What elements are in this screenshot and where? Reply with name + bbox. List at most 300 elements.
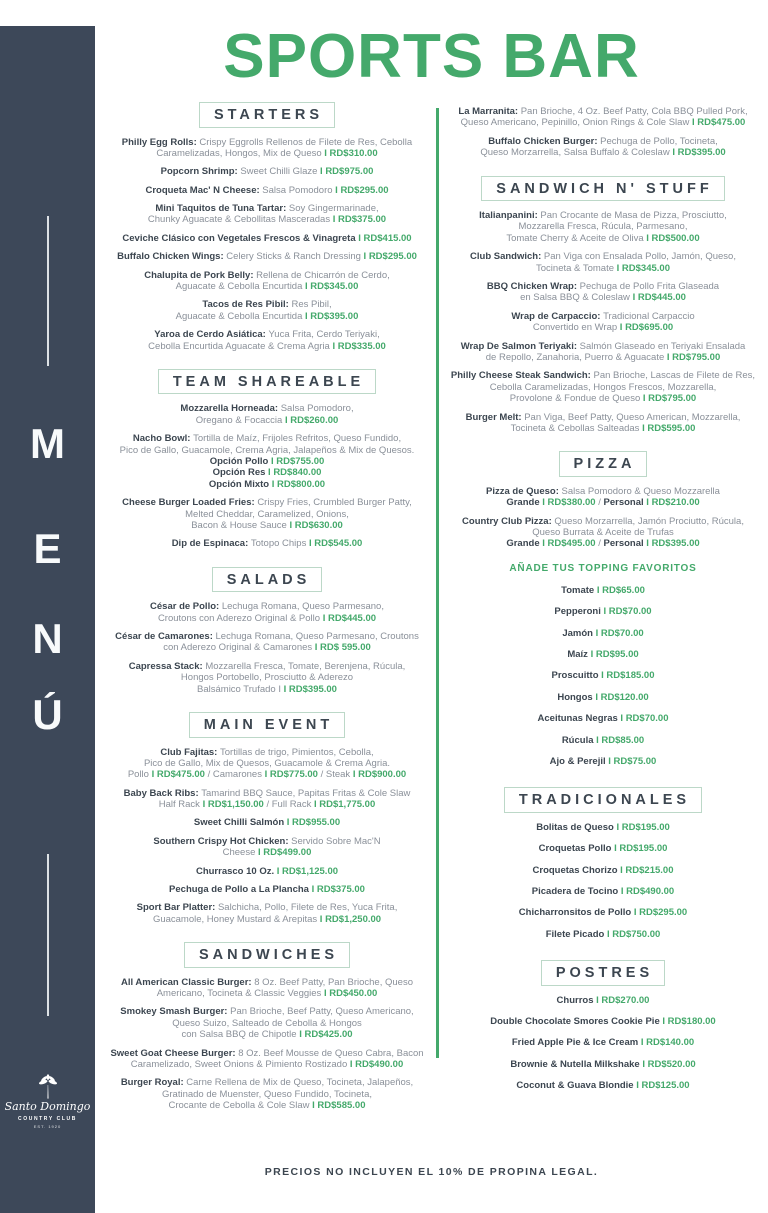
item-price: I RD$545.00 [308,538,363,550]
item-name: Cheese Burger Loaded Fries: [122,497,258,509]
menu-item [446,136,760,159]
menu-item [107,203,427,226]
menu-item [107,1077,427,1111]
item-name: Buffalo Chicken Burger: [488,135,601,147]
item-desc: Pollo [127,769,152,781]
menu-section-starters [107,92,427,352]
item-name: Croquetas Pollo [538,843,615,855]
item-name: Chalupita de Pork Belly: [144,269,257,281]
menu-item [446,106,760,129]
menu-vertical-letter: E [33,525,62,572]
item-name: Ajo & Perejil [549,755,609,767]
item-price: I RD$195.00 [616,821,670,833]
menu-item [107,601,427,624]
item-name: Double Chocolate Smores Cookie Pie [490,1016,663,1028]
menu-item [446,670,760,681]
menu-item [107,185,427,196]
menu-vertical-letter: M [30,420,65,467]
item-name: Southern Crispy Hot Chicken: [153,835,292,847]
section-header-row [446,166,760,211]
item-price: I RD$1,250.00 [319,913,382,925]
item-price: I RD$70.00 [620,713,669,725]
item-name: Ceviche Clásico con Vegetales Frescos & Vinagreta [122,232,359,244]
item-name: All American Classic Burger: [120,976,255,988]
item-desc: / Full Rack [263,799,314,811]
menu-item [446,886,760,897]
menu-item [446,1059,760,1070]
section-header-main-event: MAIN EVENT [189,712,345,738]
item-price: I RD$1,150.00 [202,799,264,811]
menu-section-main-event [107,702,427,925]
item-desc: Servido Sobre Mac'N [291,835,381,847]
item-name: Club Sandwich: [470,251,544,263]
item-name: Fried Apple Pie & Ice Cream [511,1037,641,1049]
menu-section [446,106,760,159]
item-price: I RD$1,125.00 [276,865,339,877]
item-name: Opción Pollo [209,456,271,468]
item-price: I RD$375.00 [332,214,387,226]
item-price: I RD$955.00 [286,817,341,829]
item-name: Personal [603,497,647,509]
item-price: I RD$270.00 [596,994,650,1006]
menu-page [95,22,768,1119]
item-price: I RD$140.00 [640,1037,695,1049]
subheading-a-ade-tus-topping-favoritos: AÑADE TUS TOPPING FAVORITOS [509,562,697,574]
menu-item [446,1016,760,1027]
menu-item [107,251,427,262]
item-desc: Salsa Pomodoro & Queso Mozzarella [561,485,720,497]
item-name: Aceitunas Negras [537,713,621,725]
logo-script-name: Santo Domingo [4,1100,91,1113]
item-name: Wrap de Carpaccio: [511,310,604,322]
section-header-row [107,359,427,404]
menu-section-sandwich-n-stuff [446,166,760,435]
item-name: Sport Bar Platter: [136,902,218,914]
item-desc: Mozzarella Fresca, Rúcula, Parmesano, [518,221,688,233]
item-desc: Rellena de Chicarrón de Cerdo, [256,269,390,281]
item-desc: Hongos Portobello, Prosciutto & Aderezo [180,672,354,684]
item-price: I RD$70.00 [603,606,652,618]
item-price: I RD$595.00 [642,422,696,434]
item-desc: Tamarind BBQ Sauce, Papitas Fritas & Cole Slaw [201,787,411,799]
item-desc: Pan Viga, Beef Patty, Queso American, Mozzarella, [524,411,741,423]
menu-item [107,631,427,654]
item-desc: Pan Brioche, 4 Oz. Beef Patty, Cola BBQ Pulled Pork, [520,106,748,117]
item-price: I RD$95.00 [590,648,639,660]
menu-item [446,822,760,833]
menu-item [446,995,760,1006]
menu-item [446,412,760,435]
item-desc: Queso Americano, Pepinillo, Onion Rings & Cole Slaw [460,117,692,129]
item-price: I RD$335.00 [332,340,386,352]
item-price: I RD$500.00 [646,232,700,244]
item-price: I RD$380.00 [542,497,596,509]
item-name: Jamón [562,627,596,639]
item-name: Wrap De Salmon Teriyaki: [460,340,580,352]
section-header-row [446,777,760,822]
column-divider [436,108,439,1058]
item-price: I RD$520.00 [642,1058,696,1070]
logo-club-label: COUNTRY CLUB [18,1116,77,1123]
item-name: Coconut & Guava Blondie [516,1080,637,1092]
item-price: I RD$185.00 [601,670,655,682]
item-price: I RD$395.00 [672,147,726,159]
page-title: SPORTS BAR [223,22,640,91]
item-price: I RD$295.00 [633,907,688,919]
item-desc: Queso Burrata & Aceite de Trufas [532,526,674,538]
item-price: I RD$445.00 [632,292,686,304]
menu-section-pizza [446,441,760,549]
menu-item [446,210,760,244]
item-price: I RD$445.00 [322,612,377,624]
item-desc: Pan Brioche, Lascas de Filete de Res, [593,370,756,382]
item-desc: Tortilla de Maíz, Frijoles Refritos, Queso Fundido, [193,433,402,445]
club-logo [0,1074,95,1129]
menu-section-team-shareable [107,359,427,550]
item-name: Philly Cheese Steak Sandwich: [450,370,594,382]
item-desc: Salmón Glaseado en Teriyaki Ensalada [579,340,746,352]
item-desc: Aguacate & Cebolla Encurtida [175,281,306,293]
item-price: I RD$295.00 [335,184,389,196]
menu-item [446,907,760,918]
item-price: I RD$630.00 [289,519,343,531]
section-header-salads: SALADS [212,567,323,593]
menu-item [107,661,427,695]
item-name: Capressa Stack: [128,660,206,672]
item-desc: Oregano & Focaccia [195,414,285,426]
item-desc: Cebolla Caramelizadas, Hongos Frescos, Mozzarella, [489,381,717,393]
item-name: Brownie & Nutella Milkshake [510,1058,643,1070]
item-price: I RD$490.00 [349,1059,404,1071]
menu-item [446,843,760,854]
menu-item [107,329,427,352]
item-desc: Cebolla Encurtida Aguacate & Crema Agria [148,340,333,352]
item-name: Philly Egg Rolls: [121,136,200,148]
menu-item [107,977,427,1000]
item-price: I RD$695.00 [619,322,674,334]
menu-section-salads [107,557,427,695]
menu-item [446,341,760,364]
item-price: I RD$425.00 [299,1029,353,1041]
menu-item [107,403,427,426]
item-price: I RD$395.00 [283,683,337,695]
section-header-postres: POSTRES [541,960,665,986]
item-name: Pepperoni [554,606,604,618]
item-desc: / [595,497,604,509]
item-desc: Aguacate & Cebolla Encurtida [175,310,306,322]
item-desc: Bacon & House Sauce [191,519,290,531]
menu-item [107,497,427,531]
item-name: Dip de Espinaca: [171,538,251,550]
item-price: I RD$840.00 [268,467,322,479]
section-header-starters: STARTERS [199,102,335,128]
item-name: Croquetas Chorizo [532,864,621,876]
menu-item [107,1048,427,1071]
item-desc: de Repollo, Zanahoria, Puerro & Aguacate [485,351,667,363]
section-header-row [107,92,427,137]
item-name: Hongos [557,691,596,703]
menu-item [107,902,427,925]
item-price: I RD$395.00 [646,538,700,550]
item-name: Grande [506,497,543,509]
item-price: I RD$70.00 [595,627,644,639]
menu-item [107,270,427,293]
item-price: I RD$310.00 [324,147,378,159]
menu-item [446,865,760,876]
menu-vertical-letter: Ú [32,691,63,738]
item-price: I RD$375.00 [311,884,365,896]
item-desc: Salchicha, Pollo, Filete de Res, Yuca Frita, [217,902,398,914]
item-desc: Caramelizado, Sweet Onions & Pimiento Rostizado [130,1059,350,1071]
item-desc: con Aderezo Original & Camarones [163,642,315,654]
item-desc: Pan Brioche, Beef Patty, Queso Americano, [230,1006,414,1018]
menu-item [107,866,427,877]
item-desc: Croutons con Aderezo Original & Pollo [157,612,323,624]
item-name: Baby Back Ribs: [123,787,202,799]
item-desc: Res Pibil, [291,299,332,311]
item-price: I RD$585.00 [312,1100,366,1112]
item-desc: Pechuga de Pollo Frita Glaseada [579,281,720,293]
item-name: Churrasco 10 Oz. [195,865,277,877]
item-name: Proscuitto [551,670,602,682]
item-price: I RD$975.00 [320,166,374,178]
section-header-tradicionales: TRADICIONALES [504,787,702,813]
item-desc: / Steak [317,769,353,781]
menu-item [107,433,427,490]
item-price: I RD$415.00 [358,232,412,244]
item-price: I RD$120.00 [595,691,649,703]
menu-item [446,486,760,509]
item-desc: Provolone & Fondue de Queso [509,393,643,405]
menu-item [446,1080,760,1091]
item-desc: Pico de Gallo, Mix de Quesos, Guacamole & Crema Agria. [143,757,391,769]
item-desc: Tocineta & Cebollas Salteadas [510,422,643,434]
item-desc: Queso Morzarrella, Jamón Prociutto, Rúcula, [554,515,744,527]
item-price: I RD$499.00 [258,847,312,859]
section-header-pizza: PIZZA [559,451,648,477]
item-desc: Pan Viga con Ensalada Pollo, Jamón, Queso, [543,251,736,263]
menu-item [446,606,760,617]
section-header-row [107,702,427,747]
menu-item [446,370,760,404]
item-desc: / [595,538,604,550]
item-desc: Sweet Chilli Glaze [240,166,321,178]
item-name: Pizza de Queso: [486,485,562,497]
item-name: Picadera de Tocino [531,885,621,897]
item-desc: / Camarones [204,769,265,781]
sidebar [0,26,95,1213]
item-name: César de Pollo: [150,601,222,613]
menu-item [446,628,760,639]
item-name: Filete Picado [545,928,607,940]
item-desc: Tortillas de trigo, Pimientos, Cebolla, [220,746,374,758]
menu-item [107,788,427,811]
item-price: I RD$450.00 [323,988,378,1000]
item-price: I RD$195.00 [614,843,668,855]
item-desc: Melted Cheddar, Caramelized, Onions, [185,508,349,520]
menu-section-tradicionales [446,777,760,940]
menu-item [446,713,760,724]
item-desc: Convertido en Wrap [532,322,620,334]
item-name: Popcorn Shrimp: [160,166,241,178]
item-desc: Queso Suizo, Salteado de Cebolla & Hongos [172,1017,362,1029]
logo-est-label: EST. 1920 [33,1124,62,1130]
menu-column-right [446,92,760,1102]
item-desc: Salsa Pomodoro, [280,403,354,415]
item-price: I RD$900.00 [352,769,407,781]
item-name: César de Camarones: [115,631,216,643]
item-name: Nacho Bowl: [132,433,194,445]
menu-item [446,311,760,334]
menu-column-left [107,92,427,1119]
palm-tree-icon [34,1074,62,1100]
item-desc: Half Rack [158,799,203,811]
menu-item [446,251,760,274]
item-desc: Americano, Tocineta & Classic Veggies [156,988,324,1000]
item-desc: Totopo Chips [250,538,309,550]
menu-item [107,884,427,895]
menu-item [107,299,427,322]
menu-item [107,1006,427,1040]
menu-item [107,137,427,160]
item-name: Yaroa de Cerdo Asiática: [154,329,269,341]
item-name: Croqueta Mac' N Cheese: [145,184,263,196]
menu-item [446,649,760,660]
item-desc: Queso Morzarrella, Salsa Buffalo & Coleslaw [480,147,673,159]
item-price: I RD$85.00 [596,734,645,746]
menu-item [107,538,427,549]
item-name: Burger Royal: [120,1077,187,1089]
section-header-sandwich-n-stuff: SANDWICH N' STUFF [481,176,724,202]
menu-item [107,836,427,859]
item-desc: Chunky Aguacate & Cebollitas Masceradas [147,214,333,226]
item-desc: Carne Rellena de Mix de Queso, Tocineta, Jalapeños, [186,1077,414,1089]
item-desc: Salsa Pomodoro [262,184,336,196]
item-name: La Marranita: [458,106,521,117]
menu-columns [95,92,768,1119]
section-header-row [446,950,760,995]
item-price: I RD$345.00 [616,262,670,274]
item-name: BBQ Chicken Wrap: [486,281,580,293]
item-price: I RD$490.00 [620,885,675,897]
menu-item [107,166,427,177]
item-desc: 8 Oz. Beef Mousse de Queso Cabra, Bacon [238,1047,424,1059]
item-desc: Gratinado de Muenster, Queso Fundido, Tocineta, [161,1088,372,1100]
item-name: Tacos de Res Pibil: [202,299,292,311]
item-name: Sweet Goat Cheese Burger: [110,1047,239,1059]
menu-item [446,735,760,746]
item-price: I RD$180.00 [662,1016,716,1028]
item-desc: Lechuga Romana, Queso Parmesano, Croutons [215,631,419,643]
item-price: I RD$495.00 [542,538,596,550]
item-desc: Mozzarella Fresca, Tomate, Berenjena, Rúcula, [205,660,406,672]
menu-section-postres [446,950,760,1091]
section-header-team-shareable: TEAM SHAREABLE [158,369,376,395]
item-price: I RD$215.00 [620,864,674,876]
item-desc: Pico de Gallo, Guacamole, Crema Agria, Jalapeños & Mix de Quesos. [119,444,415,456]
section-header-row [446,441,760,486]
item-desc: Balsámico Trufado I [197,683,284,695]
item-desc: en Salsa BBQ & Coleslaw [520,292,633,304]
item-desc: Crispy Eggrolls Rellenos de Filete de Res, Cebolla [199,136,413,148]
sidebar-top-line [47,216,49,366]
item-price: I RD$125.00 [636,1080,690,1092]
item-price: I RD$65.00 [596,584,645,596]
menu-item [446,756,760,767]
item-desc: Crispy Fries, Crumbled Burger Patty, [257,497,412,509]
menu-item [446,929,760,940]
item-price: I RD$795.00 [666,351,721,363]
item-name: Rúcula [561,734,597,746]
item-name: Chicharronsitos de Pollo [518,907,634,919]
item-name: Mozzarella Horneada: [180,403,281,415]
menu-item [107,747,427,781]
item-desc: Yuca Frita, Cerdo Teriyaki, [268,329,380,341]
footer-note: PRECIOS NO INCLUYEN EL 10% DE PROPINA LEGAL. [264,1166,599,1178]
menu-item [446,516,760,550]
item-desc: Caramelizadas, Hongos, Mix de Queso [156,147,325,159]
item-name: Maíz [567,648,591,660]
section-header-row [107,557,427,602]
item-price: I RD$395.00 [305,310,359,322]
item-desc: Lechuga Romana, Queso Parmesano, [221,601,384,613]
item-name: Smokey Smash Burger: [120,1006,231,1018]
menu-item [446,585,760,596]
menu-item [107,817,427,828]
item-price: I RD$755.00 [270,456,325,468]
item-desc: 8 Oz. Beef Patty, Pan Brioche, Queso [254,976,413,988]
item-name: Club Fajitas: [160,746,220,758]
item-price: I RD$750.00 [606,928,661,940]
item-desc: Tocineta & Tomate [536,262,617,274]
item-name: Buffalo Chicken Wings: [117,251,227,263]
menu-item [107,233,427,244]
item-price: I RD$295.00 [363,251,417,263]
item-name: Bolitas de Queso [536,821,617,833]
item-desc: Tradicional Carpaccio [603,310,695,322]
menu-item [446,281,760,304]
menu-section-sandwiches [107,932,427,1111]
item-price: I RD$260.00 [284,414,339,426]
sidebar-bottom-line [47,854,49,1016]
item-price: I RD$1,775.00 [313,799,376,811]
section-header-sandwiches: SANDWICHES [184,942,350,968]
item-price: I RD$475.00 [151,769,205,781]
menu-vertical-letter: N [32,615,63,662]
menu-item [446,692,760,703]
item-desc: Guacamole, Honey Mustard & Arepitas [152,913,320,925]
item-price: I RD$345.00 [305,281,359,293]
item-price: I RD$800.00 [271,478,326,490]
item-name: Grande [506,538,543,550]
item-name: Opción Res [212,467,269,479]
item-price: I RD$75.00 [608,755,657,767]
item-price: I RD$795.00 [642,393,697,405]
item-name: Churros [556,994,597,1006]
item-desc: Crocante de Cebolla & Cole Slaw [168,1100,313,1112]
item-price: I RD$ 595.00 [314,642,371,654]
item-price: I RD$210.00 [646,497,700,509]
item-desc: Cheese [222,847,259,859]
item-desc: con Salsa BBQ de Chipotle [181,1029,300,1041]
item-price: I RD$775.00 [264,769,318,781]
item-desc: Tomate Cherry & Aceite de Oliva [506,232,647,244]
item-price: I RD$475.00 [691,117,746,129]
item-name: Opción Mixto [208,478,272,490]
item-name: Italianpanini: [479,210,541,222]
item-name: Burger Melt: [465,411,525,423]
menu-item [446,1037,760,1048]
